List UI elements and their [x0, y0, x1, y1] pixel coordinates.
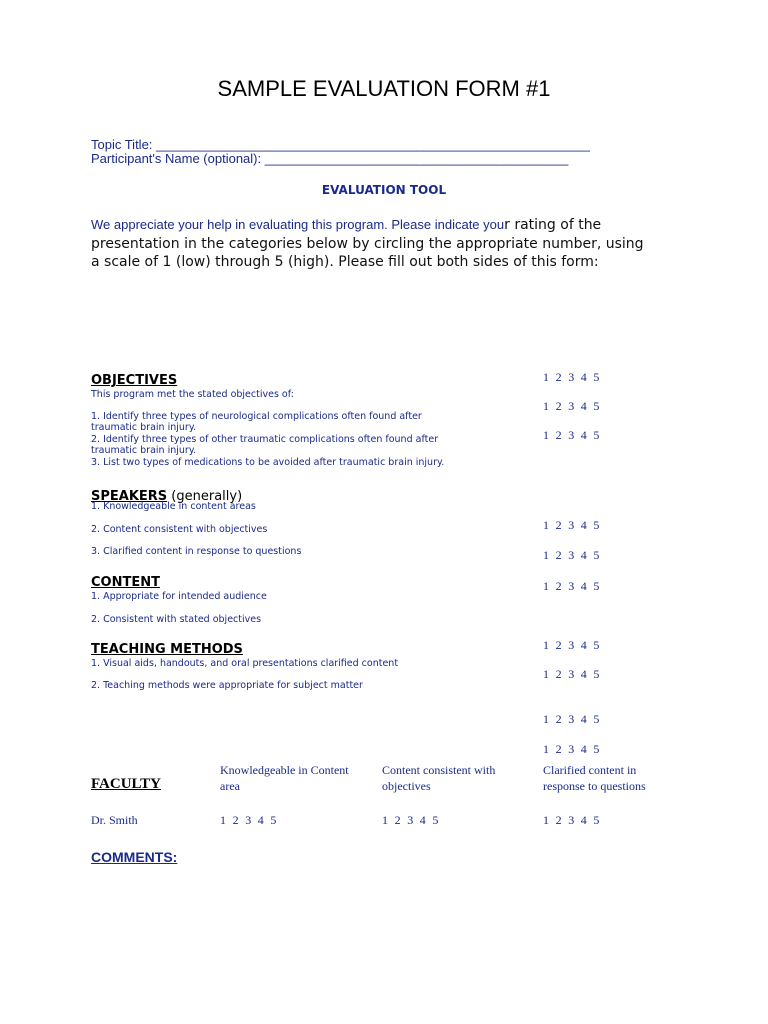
intro-paragraph: [91, 216, 651, 272]
comments-label: COMMENTS:: [91, 849, 178, 865]
rating-scale[interactable]: 1 2 3 4 5: [543, 548, 600, 562]
faculty-column-knowledgeable: Knowledgeable in Content area: [220, 763, 349, 793]
faculty-rating-scale[interactable]: 1 2 3 4 5: [543, 813, 600, 827]
speakers-subheading: (generally): [167, 489, 243, 504]
faculty-rating-scale[interactable]: 1 2 3 4 5: [220, 813, 277, 827]
teaching-methods-heading: TEACHING METHODS: [91, 642, 243, 657]
rating-scale[interactable]: 1 2 3 4 5: [543, 370, 600, 384]
teaching-item-1: 1. Visual aids, handouts, and oral presentations clarified content: [91, 658, 399, 669]
faculty-column-clarified: Clarified content in response to questions: [543, 763, 646, 793]
rating-scale[interactable]: 1 2 3 4 5: [543, 712, 600, 726]
faculty-heading: FACULTY: [91, 776, 162, 792]
rating-scale[interactable]: 1 2 3 4 5: [543, 638, 600, 652]
teaching-item-2: 2. Teaching methods were appropriate for subject matter: [91, 680, 363, 691]
rating-scale[interactable]: 1 2 3 4 5: [543, 428, 600, 442]
participant-name-field: Participant's Name (optional): __________________________________________: [91, 151, 569, 166]
objective-item-3: 3. List two types of medications to be avoided after traumatic brain injury.: [91, 457, 445, 468]
faculty-name: Dr. Smith: [91, 813, 138, 827]
objectives-lead: This program met the stated objectives of:: [91, 389, 294, 400]
topic-title-field: Topic Title: ____________________________________________________________: [91, 137, 590, 152]
page-title: SAMPLE EVALUATION FORM #1: [217, 76, 551, 101]
faculty-rating-scale[interactable]: 1 2 3 4 5: [382, 813, 439, 827]
faculty-column-consistent: Content consistent with objectives: [382, 763, 496, 793]
objective-item-1: 1. Identify three types of neurological complications often found after traumatic brain injury.: [91, 411, 422, 433]
rating-scale[interactable]: 1 2 3 4 5: [543, 579, 600, 593]
intro-part-1: We appreciate your help in evaluating this program. Please indicate you: [91, 217, 505, 232]
evaluation-tool-heading: EVALUATION TOOL: [321, 183, 447, 197]
rating-scale[interactable]: 1 2 3 4 5: [543, 518, 600, 532]
speaker-item-3: 3. Clarified content in response to questions: [91, 546, 302, 557]
content-heading: CONTENT: [91, 575, 160, 590]
rating-scale[interactable]: 1 2 3 4 5: [543, 399, 600, 413]
rating-scale[interactable]: 1 2 3 4 5: [543, 667, 600, 681]
speakers-heading: SPEAKERS: [91, 489, 168, 504]
content-item-1: 1. Appropriate for intended audience: [91, 591, 267, 602]
content-item-2: 2. Consistent with stated objectives: [91, 614, 262, 625]
speaker-item-1: 1. Knowledgeable in content areas: [91, 501, 256, 512]
objective-item-2: 2. Identify three types of other traumatic complications often found after traumatic brain injury.: [91, 434, 439, 456]
objectives-heading: OBJECTIVES: [91, 373, 178, 388]
rating-scale[interactable]: 1 2 3 4 5: [543, 742, 600, 756]
intro-part-2: r rating of the presentation in the categories below by circling the appropriate number, using a scale of 1 (low) through 5 (high). Please fill out both sides of this form:: [91, 217, 644, 270]
speaker-item-2: 2. Content consistent with objectives: [91, 524, 268, 535]
